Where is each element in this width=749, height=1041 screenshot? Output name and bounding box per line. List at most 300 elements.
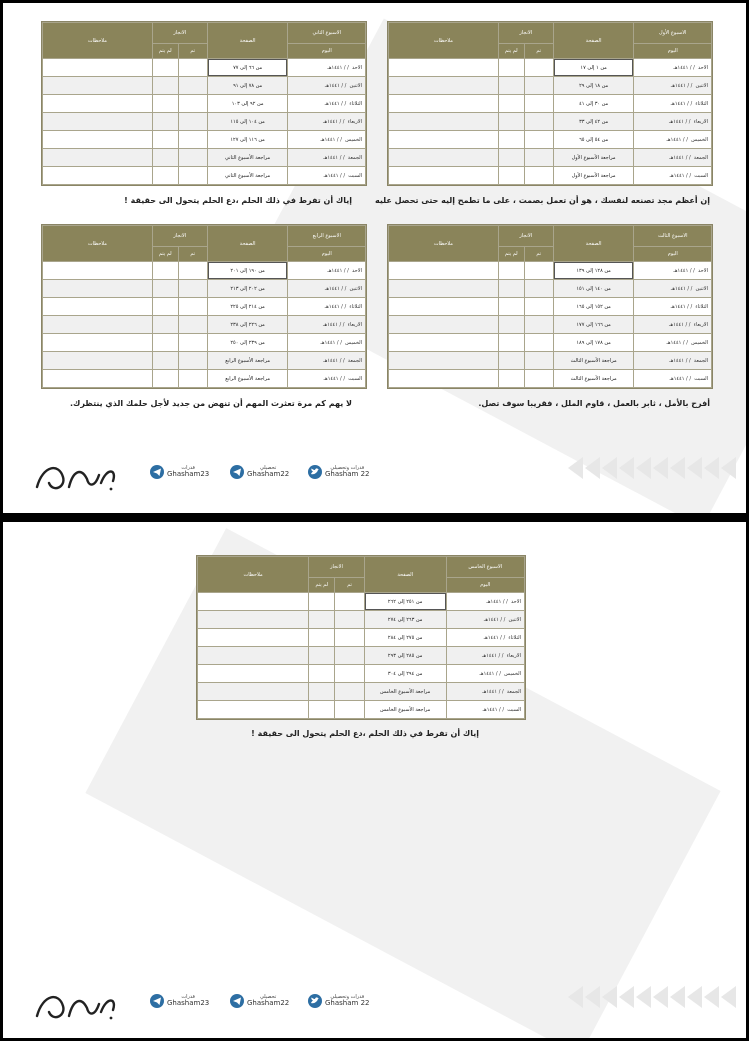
notes-cell[interactable] — [198, 683, 309, 701]
date-field[interactable]: / / ١٤٤١هـ — [327, 64, 349, 71]
notes-cell[interactable] — [198, 701, 309, 719]
not-done-checkbox[interactable] — [498, 149, 524, 167]
not-done-checkbox[interactable] — [498, 298, 524, 316]
pages-cell: مراجعة الأسبوع الرابع — [207, 352, 288, 370]
notes-cell[interactable] — [389, 280, 499, 298]
day-cell — [446, 683, 524, 701]
done-checkbox[interactable] — [524, 149, 553, 167]
notes-cell[interactable] — [389, 95, 499, 113]
day-header: اليوم — [446, 578, 524, 593]
date-field[interactable]: / / ١٤٤١هـ — [479, 670, 501, 677]
notes-cell[interactable] — [43, 298, 153, 316]
notes-cell[interactable] — [389, 59, 499, 77]
date-field[interactable]: / / ١٤٤١هـ — [670, 285, 693, 292]
table-row — [43, 113, 366, 131]
page-header: الصفحة — [553, 226, 634, 262]
done-checkbox[interactable] — [178, 352, 207, 370]
date-field[interactable]: / / ١٤٤١هـ — [670, 303, 693, 310]
notes-header: ملاحظات — [389, 226, 499, 262]
not-done-checkbox[interactable] — [498, 370, 524, 388]
done-checkbox[interactable] — [524, 370, 553, 388]
date-field[interactable]: / / ١٤٤١هـ — [323, 321, 345, 328]
done-checkbox[interactable] — [524, 167, 553, 185]
not-done-checkbox[interactable] — [498, 316, 524, 334]
footer — [3, 451, 746, 501]
date-field[interactable]: / / ١٤٤١هـ — [670, 100, 693, 107]
day-cell — [446, 665, 524, 683]
notes-cell[interactable] — [389, 334, 499, 352]
done-checkbox[interactable] — [335, 629, 364, 647]
day-cell — [634, 59, 712, 77]
notes-header: ملاحظات — [43, 23, 153, 59]
day-name: الاحد — [352, 64, 362, 71]
pages-cell: من ١٢٨ إلى ١٣٩ — [553, 262, 634, 280]
date-field[interactable]: / / ١٤٤١هـ — [486, 598, 508, 605]
not-done-checkbox[interactable] — [152, 352, 178, 370]
notes-cell[interactable] — [389, 298, 499, 316]
day-cell — [634, 77, 712, 95]
not-done-checkbox[interactable] — [498, 352, 524, 370]
pages-cell: من ٧٨ إلى ٩١ — [207, 77, 288, 95]
date-field[interactable]: / / ١٤٤١هـ — [320, 339, 342, 346]
day-cell — [634, 262, 712, 280]
day-cell — [288, 95, 366, 113]
telegram-qudrat[interactable] — [150, 465, 209, 479]
day-name: الخميس — [504, 670, 521, 677]
done-header: تم — [335, 578, 364, 593]
notes-cell[interactable] — [43, 59, 153, 77]
pages-cell: من ١١٦ إلى ١٢٧ — [207, 131, 288, 149]
not-done-checkbox[interactable] — [498, 131, 524, 149]
day-header: اليوم — [634, 44, 712, 59]
done-checkbox[interactable] — [524, 316, 553, 334]
pages-cell: من ٢٣٩ إلى ٢٥٠ — [207, 334, 288, 352]
not-done-header: لم يتم — [152, 44, 178, 59]
not-done-checkbox[interactable] — [309, 647, 335, 665]
not-done-checkbox[interactable] — [152, 280, 178, 298]
telegram1-handle: Ghasham22 — [247, 470, 290, 478]
date-field[interactable]: / / ١٤٤١هـ — [482, 688, 504, 695]
table-row — [43, 262, 366, 280]
table-row — [43, 77, 366, 95]
pages-cell: مراجعة الأسبوع الرابع — [207, 370, 288, 388]
not-done-checkbox[interactable] — [152, 334, 178, 352]
achievement-header: الانجاز — [152, 23, 207, 44]
date-field[interactable]: / / ١٤٤١هـ — [669, 154, 691, 161]
done-checkbox[interactable] — [335, 647, 364, 665]
notes-cell[interactable] — [43, 262, 153, 280]
table-row — [198, 665, 525, 683]
pages-cell: مراجعة الأسبوع الخامس — [364, 701, 446, 719]
week-table-grid — [388, 22, 712, 185]
pages-cell: من ٢٥١ إلى ٢٦٢ — [364, 593, 446, 611]
done-checkbox[interactable] — [335, 683, 364, 701]
table-row — [389, 316, 712, 334]
done-checkbox[interactable] — [178, 370, 207, 388]
twitter-icon — [308, 994, 322, 1008]
day-name: الجمعة — [347, 357, 362, 364]
not-done-checkbox[interactable] — [152, 113, 178, 131]
done-checkbox[interactable] — [335, 701, 364, 719]
not-done-checkbox[interactable] — [152, 262, 178, 280]
day-cell — [634, 95, 712, 113]
week-table-grid — [388, 225, 712, 388]
notes-cell[interactable] — [43, 280, 153, 298]
done-header: تم — [524, 247, 553, 262]
done-checkbox[interactable] — [335, 593, 364, 611]
notes-cell[interactable] — [43, 113, 153, 131]
signature-logo — [29, 457, 119, 497]
day-name: الجمعة — [693, 357, 708, 364]
pages-cell: من ٢٢٦ إلى ٢٣٨ — [207, 316, 288, 334]
date-field[interactable]: / / ١٤٤١هـ — [666, 136, 688, 143]
day-name: الخميس — [345, 339, 362, 346]
table-row — [43, 149, 366, 167]
footer — [3, 980, 746, 1030]
notes-cell[interactable] — [43, 149, 153, 167]
table-row — [43, 370, 366, 388]
day-name: السبت — [507, 706, 521, 713]
quote-4: لا يهم كم مرة تعثرت المهم أن تنهض من جديد لأجل حلمك الذي ينتظرك. — [69, 399, 352, 408]
pages-cell: مراجعة الأسبوع الثالث — [553, 352, 634, 370]
done-checkbox[interactable] — [178, 316, 207, 334]
day-name: الاحد — [698, 64, 708, 71]
not-done-checkbox[interactable] — [152, 95, 178, 113]
table-row — [43, 334, 366, 352]
day-cell — [288, 149, 366, 167]
done-checkbox[interactable] — [178, 280, 207, 298]
pages-cell: من ١ إلى ١٧ — [553, 59, 634, 77]
done-checkbox[interactable] — [178, 262, 207, 280]
not-done-checkbox[interactable] — [498, 113, 524, 131]
notes-header: ملاحظات — [198, 557, 309, 593]
not-done-checkbox[interactable] — [498, 95, 524, 113]
date-field[interactable]: / / ١٤٤١هـ — [323, 154, 345, 161]
date-field[interactable]: / / ١٤٤١هـ — [482, 652, 504, 659]
not-done-checkbox[interactable] — [152, 59, 178, 77]
not-done-checkbox[interactable] — [309, 611, 335, 629]
notes-cell[interactable] — [389, 316, 499, 334]
date-field[interactable]: / / ١٤٤١هـ — [669, 321, 691, 328]
day-cell — [634, 316, 712, 334]
not-done-checkbox[interactable] — [152, 131, 178, 149]
pages-cell: من ١٠٤ إلى ١١٥ — [207, 113, 288, 131]
day-cell — [288, 131, 366, 149]
not-done-checkbox[interactable] — [309, 683, 335, 701]
not-done-checkbox[interactable] — [498, 59, 524, 77]
week-title: الاسبوع الأول — [634, 23, 712, 44]
day-name: الاحد — [352, 267, 362, 274]
not-done-checkbox[interactable] — [152, 316, 178, 334]
date-field[interactable]: / / ١٤٤١هـ — [320, 136, 342, 143]
day-cell — [288, 370, 366, 388]
day-name: الجمعة — [347, 154, 362, 161]
date-field[interactable]: / / ١٤٤١هـ — [323, 375, 346, 382]
notes-cell[interactable] — [389, 113, 499, 131]
done-checkbox[interactable] — [524, 95, 553, 113]
not-done-checkbox[interactable] — [152, 298, 178, 316]
date-field[interactable]: / / ١٤٤١هـ — [669, 172, 692, 179]
done-checkbox[interactable] — [178, 59, 207, 77]
pages-cell: من ٣٠ إلى ٤١ — [553, 95, 634, 113]
done-checkbox[interactable] — [178, 167, 207, 185]
pages-cell: من ٢٦٣ إلى ٢٧٤ — [364, 611, 446, 629]
notes-cell[interactable] — [43, 352, 153, 370]
notes-cell[interactable] — [198, 629, 309, 647]
done-header: تم — [524, 44, 553, 59]
pages-cell: من ٢١٤ إلى ٢٢٥ — [207, 298, 288, 316]
pages-cell: مراجعة الأسبوع الأول — [553, 149, 634, 167]
table-row — [43, 298, 366, 316]
not-done-checkbox[interactable] — [498, 167, 524, 185]
done-checkbox[interactable] — [178, 149, 207, 167]
notes-cell[interactable] — [43, 77, 153, 95]
day-name: الاربعاء — [693, 321, 708, 328]
quote-1: إن أعظم مجد تصنعه لنفسك ، هو أن تعمل بصمت ، على ما تطمح إليه حتى تحصل عليه — [375, 196, 710, 205]
done-checkbox[interactable] — [178, 131, 207, 149]
not-done-checkbox[interactable] — [152, 77, 178, 95]
done-checkbox[interactable] — [335, 665, 364, 683]
telegram-icon — [150, 465, 164, 479]
done-checkbox[interactable] — [524, 77, 553, 95]
week-table-grid — [42, 225, 366, 388]
twitter-handle: Ghasham 22 — [325, 999, 370, 1007]
table-row — [43, 352, 366, 370]
notes-cell[interactable] — [43, 316, 153, 334]
telegram1-handle: Ghasham22 — [247, 999, 290, 1007]
done-checkbox[interactable] — [335, 611, 364, 629]
not-done-checkbox[interactable] — [498, 77, 524, 95]
pages-cell: من ٢٧٥ إلى ٢٨٤ — [364, 629, 446, 647]
week-table-4 — [41, 224, 367, 389]
notes-cell[interactable] — [198, 611, 309, 629]
date-field[interactable]: / / ١٤٤١هـ — [673, 64, 695, 71]
table-row — [389, 352, 712, 370]
done-checkbox[interactable] — [524, 280, 553, 298]
notes-cell[interactable] — [198, 665, 309, 683]
day-name: الاثنين — [508, 616, 521, 623]
pages-cell: من ١٤٠ إلى ١٥١ — [553, 280, 634, 298]
telegram-icon — [230, 994, 244, 1008]
day-name: السبت — [694, 172, 708, 179]
day-name: الثلاثاء — [349, 303, 362, 310]
telegram2-label: قدرات — [181, 465, 195, 471]
date-field[interactable]: / / ١٤٤١هـ — [673, 267, 695, 274]
done-checkbox[interactable] — [178, 77, 207, 95]
date-field[interactable]: / / ١٤٤١هـ — [483, 616, 506, 623]
twitter-account[interactable] — [308, 465, 369, 479]
day-cell — [634, 352, 712, 370]
day-header: اليوم — [288, 44, 366, 59]
telegram1-label: تحصيلي — [259, 465, 277, 471]
done-checkbox[interactable] — [178, 334, 207, 352]
done-checkbox[interactable] — [524, 113, 553, 131]
table-row — [389, 77, 712, 95]
date-field[interactable]: / / ١٤٤١هـ — [482, 706, 505, 713]
notes-cell[interactable] — [198, 593, 309, 611]
day-cell — [634, 280, 712, 298]
table-row — [198, 611, 525, 629]
page-1 — [3, 3, 746, 513]
date-field[interactable]: / / ١٤٤١هـ — [669, 357, 691, 364]
table-row — [43, 131, 366, 149]
pages-cell: من ١٧٨ إلى ١٨٩ — [553, 334, 634, 352]
day-cell — [446, 701, 524, 719]
done-checkbox[interactable] — [178, 298, 207, 316]
day-name: الاحد — [511, 598, 521, 605]
table-row — [389, 149, 712, 167]
pages-cell: مراجعة الأسبوع الثاني — [207, 149, 288, 167]
day-name: الاربعاء — [506, 652, 521, 659]
date-field[interactable]: / / ١٤٤١هـ — [324, 285, 347, 292]
table-row — [43, 280, 366, 298]
date-field[interactable]: / / ١٤٤١هـ — [483, 634, 506, 641]
done-header: تم — [178, 247, 207, 262]
day-header: اليوم — [288, 247, 366, 262]
done-checkbox[interactable] — [524, 131, 553, 149]
page-header: الصفحة — [207, 226, 288, 262]
date-field[interactable]: / / ١٤٤١هـ — [323, 357, 345, 364]
pages-cell: مراجعة الأسبوع الأول — [553, 167, 634, 185]
pages-cell: من ٥٤ إلى ٦٥ — [553, 131, 634, 149]
telegram-qudrat[interactable] — [150, 994, 209, 1008]
day-cell — [634, 167, 712, 185]
date-field[interactable]: / / ١٤٤١هـ — [324, 100, 347, 107]
date-field[interactable]: / / ١٤٤١هـ — [324, 303, 347, 310]
notes-cell[interactable] — [389, 149, 499, 167]
not-done-checkbox[interactable] — [152, 167, 178, 185]
notes-cell[interactable] — [389, 167, 499, 185]
day-cell — [288, 167, 366, 185]
pages-cell: من ١٥٢ إلى ١٦٥ — [553, 298, 634, 316]
day-header: اليوم — [634, 247, 712, 262]
decorative-arrows — [568, 986, 736, 1008]
week-table-3 — [387, 224, 713, 389]
table-row — [198, 683, 525, 701]
table-row — [389, 113, 712, 131]
not-done-checkbox[interactable] — [498, 262, 524, 280]
page-2 — [3, 522, 746, 1038]
notes-cell[interactable] — [389, 352, 499, 370]
telegram-tahsili[interactable] — [230, 994, 289, 1008]
date-field[interactable]: / / ١٤٤١هـ — [669, 375, 692, 382]
date-field[interactable]: / / ١٤٤١هـ — [666, 339, 688, 346]
table-row — [198, 647, 525, 665]
not-done-checkbox[interactable] — [152, 149, 178, 167]
twitter-label: قدرات وتحصيلي — [330, 465, 365, 471]
pages-cell: من ٢٠٢ إلى ٢١٣ — [207, 280, 288, 298]
day-name: السبت — [694, 375, 708, 382]
page-header: الصفحة — [553, 23, 634, 59]
notes-cell[interactable] — [43, 334, 153, 352]
notes-cell[interactable] — [43, 95, 153, 113]
day-cell — [288, 59, 366, 77]
day-cell — [288, 352, 366, 370]
date-field[interactable]: / / ١٤٤١هـ — [327, 267, 349, 274]
day-cell — [288, 298, 366, 316]
done-checkbox[interactable] — [524, 352, 553, 370]
not-done-checkbox[interactable] — [309, 629, 335, 647]
table-row — [389, 298, 712, 316]
date-field[interactable]: / / ١٤٤١هـ — [669, 118, 691, 125]
achievement-header: الانجاز — [498, 23, 553, 44]
table-row — [198, 701, 525, 719]
page-header: الصفحة — [364, 557, 446, 593]
day-name: الثلاثاء — [349, 100, 362, 107]
week-table-grid — [197, 556, 525, 719]
day-name: الاربعاء — [693, 118, 708, 125]
date-field[interactable]: / / ١٤٤١هـ — [323, 118, 345, 125]
not-done-header: لم يتم — [309, 578, 335, 593]
not-done-checkbox[interactable] — [309, 665, 335, 683]
week-table-2 — [41, 21, 367, 186]
done-checkbox[interactable] — [178, 113, 207, 131]
day-name: الثلاثاء — [695, 100, 708, 107]
not-done-checkbox[interactable] — [152, 370, 178, 388]
notes-cell[interactable] — [389, 131, 499, 149]
pages-cell: من ٤٢ إلى ٣٣ — [553, 113, 634, 131]
telegram1-label: تحصيلي — [259, 994, 277, 1000]
notes-cell[interactable] — [389, 262, 499, 280]
done-checkbox[interactable] — [524, 59, 553, 77]
date-field[interactable]: / / ١٤٤١هـ — [324, 82, 347, 89]
day-cell — [446, 611, 524, 629]
day-name: السبت — [348, 375, 362, 382]
day-cell — [288, 280, 366, 298]
done-checkbox[interactable] — [524, 262, 553, 280]
telegram-icon — [230, 465, 244, 479]
achievement-header: الانجاز — [309, 557, 365, 578]
table-row — [198, 629, 525, 647]
table-row — [43, 167, 366, 185]
done-checkbox[interactable] — [178, 95, 207, 113]
done-checkbox[interactable] — [524, 298, 553, 316]
day-name: الاحد — [698, 267, 708, 274]
notes-cell[interactable] — [389, 77, 499, 95]
notes-cell[interactable] — [43, 370, 153, 388]
notes-cell[interactable] — [198, 647, 309, 665]
date-field[interactable]: / / ١٤٤١هـ — [323, 172, 346, 179]
notes-cell[interactable] — [389, 370, 499, 388]
table-row — [389, 59, 712, 77]
day-name: الثلاثاء — [695, 303, 708, 310]
telegram-tahsili[interactable] — [230, 465, 289, 479]
signature-logo — [29, 986, 119, 1026]
not-done-checkbox[interactable] — [498, 334, 524, 352]
day-name: الاربعاء — [347, 321, 362, 328]
page-header: الصفحة — [207, 23, 288, 59]
not-done-checkbox[interactable] — [309, 593, 335, 611]
not-done-checkbox[interactable] — [309, 701, 335, 719]
not-done-header: لم يتم — [498, 44, 524, 59]
twitter-account[interactable] — [308, 994, 369, 1008]
week-title: الاسبوع الثاني — [288, 23, 366, 44]
table-row — [43, 59, 366, 77]
day-name: الاثنين — [349, 285, 362, 292]
achievement-header: الانجاز — [498, 226, 553, 247]
pages-cell: مراجعة الأسبوع الثالث — [553, 370, 634, 388]
day-cell — [288, 262, 366, 280]
quote-5: إياك أن تفرط في ذلك الحلم ،دع الحلم يتحول الى حقيقة ! — [251, 729, 479, 738]
week-table-5 — [196, 555, 526, 720]
notes-cell[interactable] — [43, 131, 153, 149]
not-done-checkbox[interactable] — [498, 280, 524, 298]
pages-cell: من ٦٦ إلى ٧٧ — [207, 59, 288, 77]
notes-cell[interactable] — [43, 167, 153, 185]
date-field[interactable]: / / ١٤٤١هـ — [670, 82, 693, 89]
day-cell — [634, 131, 712, 149]
done-checkbox[interactable] — [524, 334, 553, 352]
